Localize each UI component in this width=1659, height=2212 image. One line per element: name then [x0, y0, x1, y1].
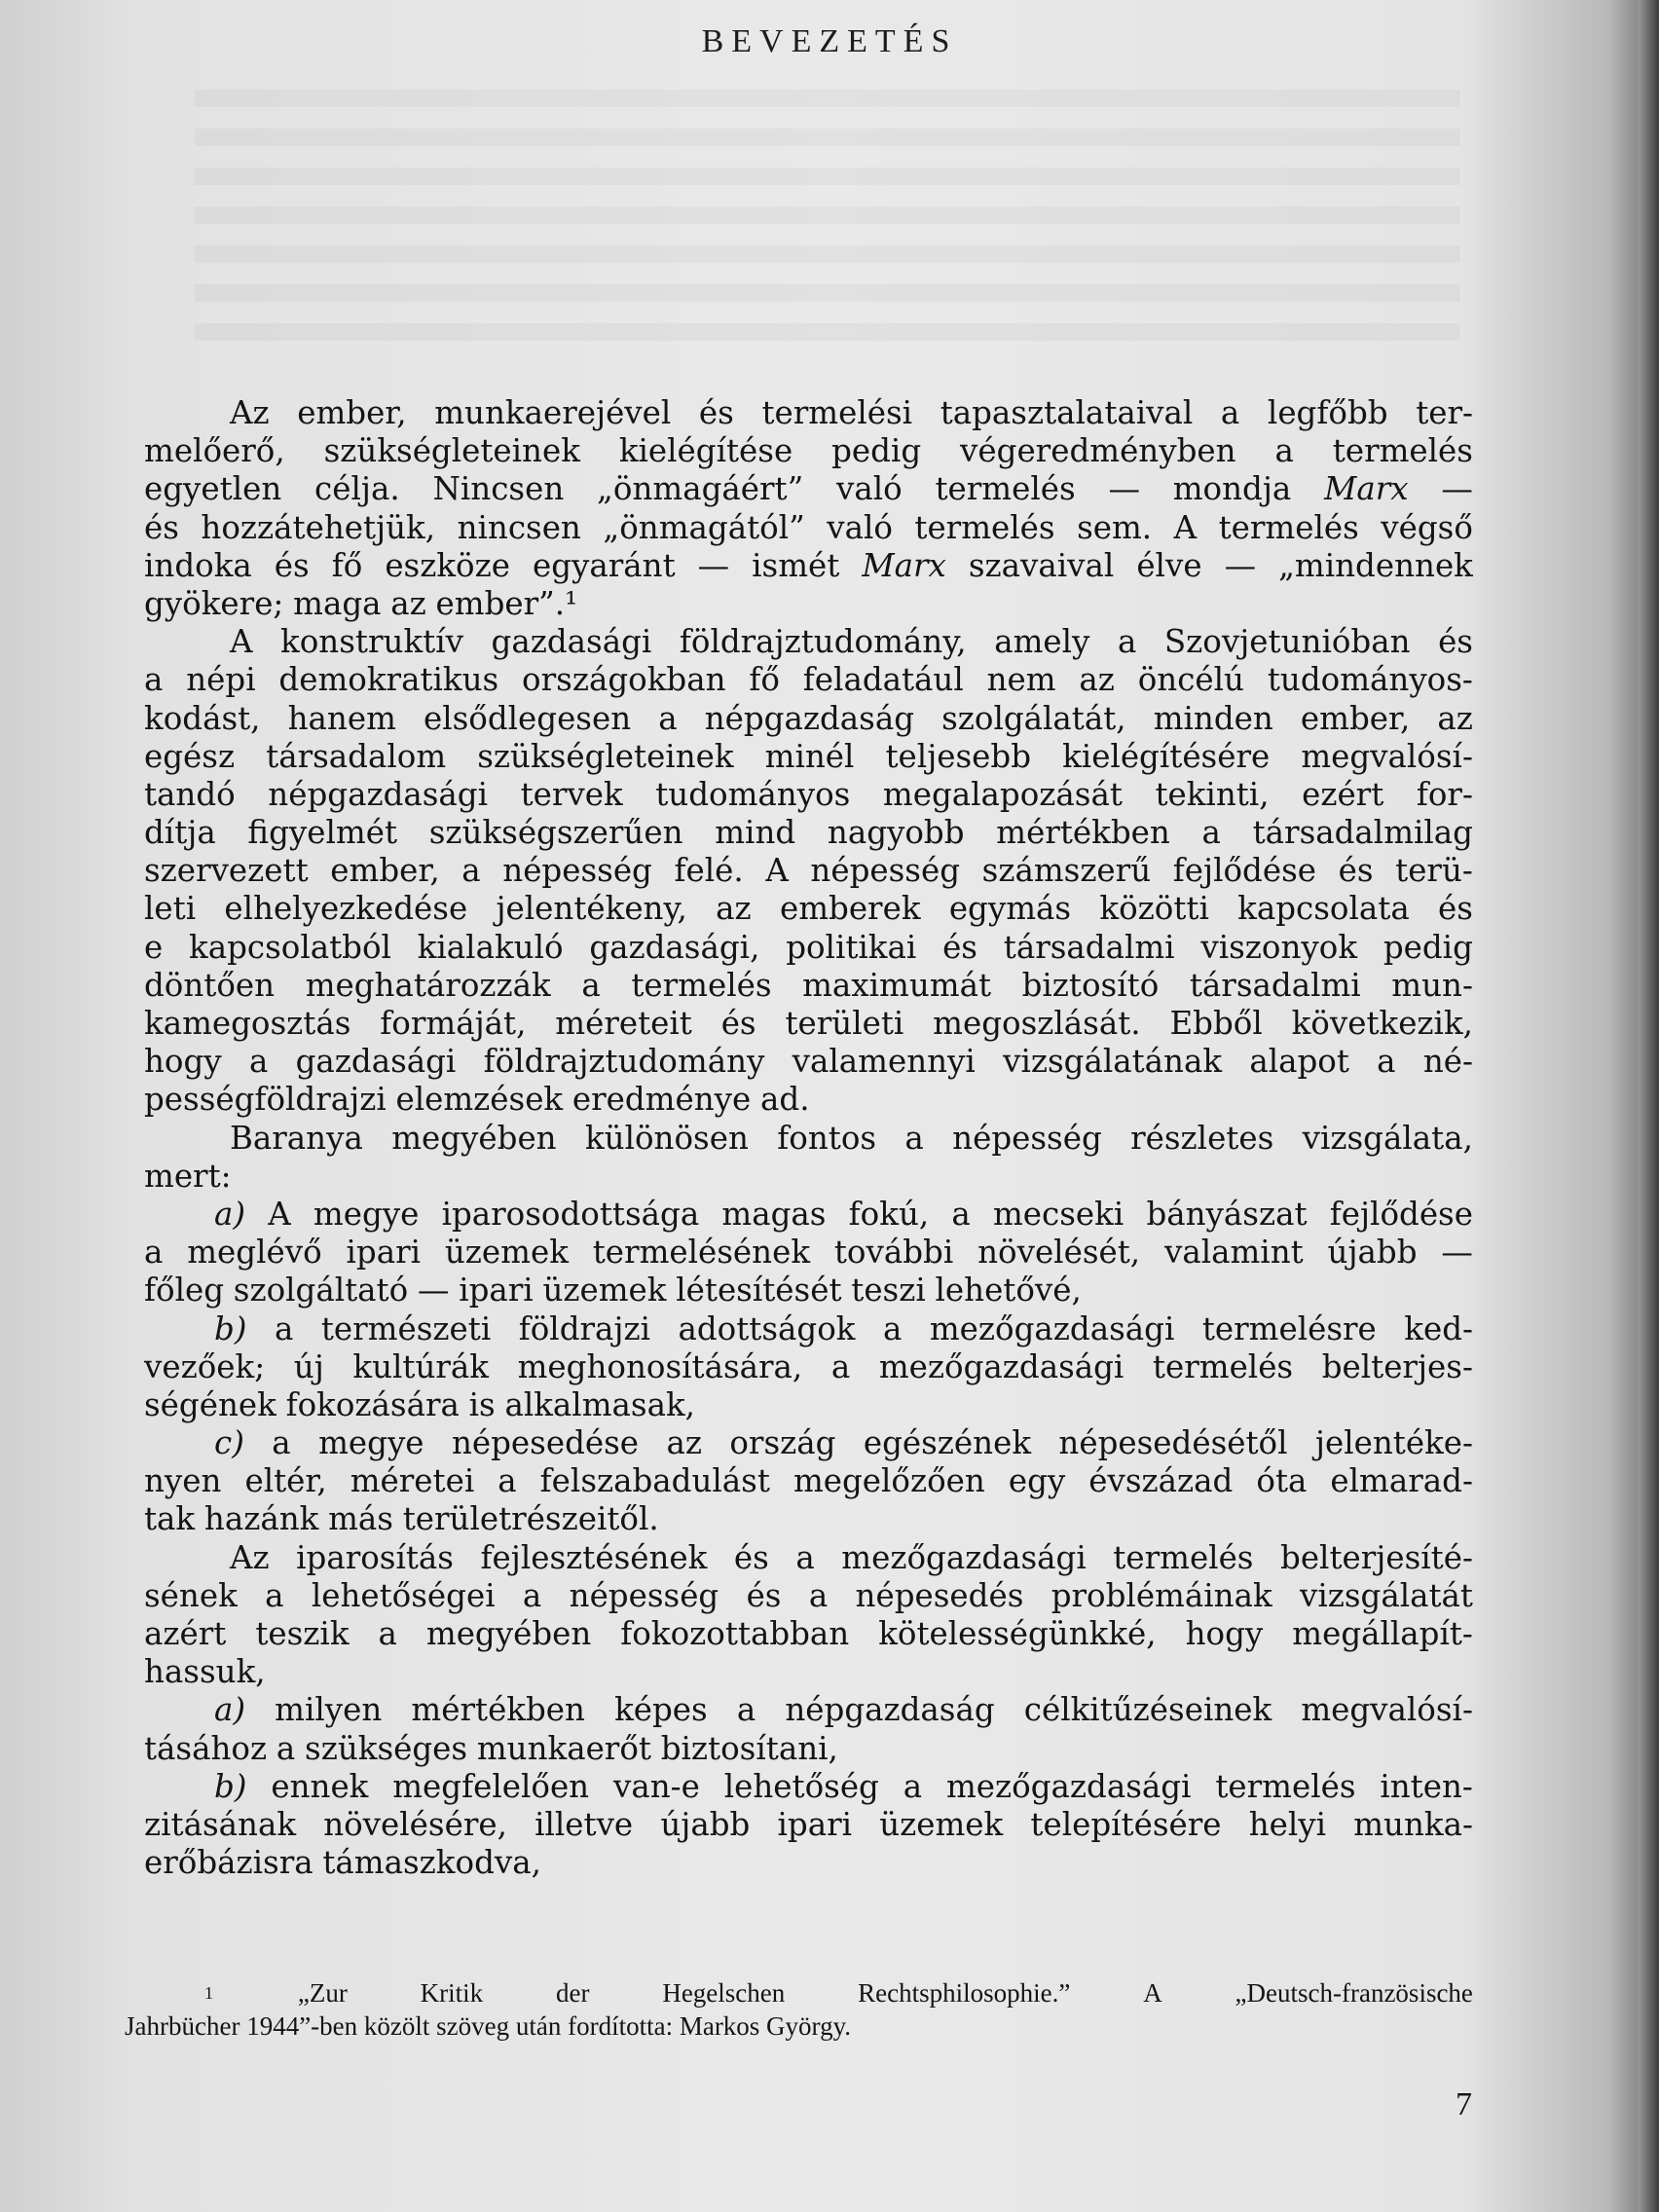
text-line: kamegosztás formáját, méreteit és területi megoszlását. Ebből következik,: [144, 1005, 1473, 1042]
text-line: pességföldrajzi elemzések eredménye ad.: [144, 1081, 810, 1119]
show-through-texture: [195, 68, 1460, 360]
list-label: b): [214, 1767, 247, 1805]
text-line: tak hazánk más területrészeitől.: [144, 1500, 659, 1538]
text-line: b) ennek megfelelően van-e lehetőség a mezőgazdasági termelés inten-: [214, 1767, 1473, 1805]
text-line: hassuk,: [144, 1653, 266, 1691]
text-line: leti elhelyezkedése jelentékeny, az emberek egymás közötti kapcsolata és: [144, 890, 1473, 928]
text-line: és hozzátehetjük, nincsen „önmagától” való termelés sem. A termelés végső: [144, 508, 1473, 546]
text-line: egész társadalom szükségleteinek minél teljesebb kielégítésére megvalósí-: [144, 737, 1473, 775]
text-line: tandó népgazdasági tervek tudományos megalapozását tekinti, ezért for-: [144, 775, 1473, 813]
text-line: zitásának növelésére, illetve újabb ipari üzemek telepítésére helyi munka-: [144, 1805, 1473, 1843]
text-line: indoka és fő eszköze egyaránt — ismét Marx szavaival élve — „mindennek: [144, 546, 1473, 584]
text-line: kodást, hanem elsődlegesen a népgazdaság szolgálatát, minden ember, az: [144, 699, 1473, 737]
text-line: ségének fokozására is alkalmasak,: [144, 1385, 695, 1423]
text-line: sének a lehetőségei a népesség és a népesedés problémáinak vizsgálatát: [144, 1576, 1473, 1614]
text-line: a meglévő ipari üzemek termelésének további növelését, valamint újabb —: [144, 1234, 1473, 1272]
text-line: dítja figyelmét szükségszerűen mind nagyobb mértékben a társadalmilag: [144, 814, 1473, 852]
page-edge-shadow: [1638, 0, 1659, 2212]
text-line: melőerő, szükségleteinek kielégítése pedig végeredményben a termelés: [144, 432, 1473, 470]
text-line: főleg szolgáltató — ipari üzemek létesítését teszi lehetővé,: [144, 1272, 1082, 1309]
text-line: azért teszik a megyében fokozottabban kötelességünkké, hogy megállapít-: [144, 1615, 1473, 1652]
text-line: Baranya megyében különösen fontos a népesség részletes vizsgálata,: [230, 1119, 1473, 1157]
footnote-line: 1 „Zur Kritik der Hegelschen Rechtsphilosophie.” A „Deutsch-französische: [204, 1978, 1473, 2008]
text-line: hogy a gazdasági földrajztudomány valamennyi vizsgálatának alapot a né-: [144, 1043, 1473, 1081]
text-line: A konstruktív gazdasági földrajztudomány, amely a Szovjetunióban és: [230, 623, 1473, 661]
footnote: [125, 1976, 1473, 2043]
list-label: b): [214, 1309, 247, 1347]
text-line: c) a megye népesedése az ország egészének népesedésétől jelentéke-: [214, 1424, 1473, 1462]
text-line: mert:: [144, 1157, 232, 1195]
body-text: [144, 394, 1473, 1882]
text-line: a) milyen mértékben képes a népgazdaság célkitűzéseinek megvalósí-: [214, 1691, 1473, 1729]
text-line: nyen eltér, méretei a felszabadulást megelőzően egy évszázad óta elmarad-: [144, 1462, 1473, 1500]
text-line: erőbázisra támaszkodva,: [144, 1844, 541, 1882]
page-number: 7: [1456, 2086, 1472, 2122]
text-line: döntően meghatározzák a termelés maximumát biztosító társadalmi mun-: [144, 966, 1473, 1004]
text-line: Az ember, munkaerejével és termelési tapasztalataival a legfőbb ter-: [230, 394, 1473, 431]
text-line: a népi demokratikus országokban fő feladatául nem az öncélú tudományos-: [144, 661, 1473, 699]
footnote-line: Jahrbücher 1944”-ben közölt szöveg után fordította: Markos György.: [125, 2011, 852, 2041]
text-line: szervezett ember, a népesség felé. A népesség számszerű fejlődése és terü-: [144, 852, 1473, 890]
text-line: tásához a szükséges munkaerőt biztosítani,: [144, 1729, 838, 1767]
list-label: a): [214, 1691, 246, 1729]
text-line: a) A megye iparosodottsága magas fokú, a mecseki bányászat fejlődése: [214, 1195, 1473, 1233]
text-line: Az iparosítás fejlesztésének és a mezőgazdasági termelés belterjesíté-: [230, 1538, 1473, 1576]
list-label: a): [214, 1195, 246, 1233]
list-label: c): [214, 1424, 244, 1462]
text-line: b) a természeti földrajzi adottságok a mezőgazdasági termelésre ked-: [214, 1309, 1473, 1347]
text-line: egyetlen célja. Nincsen „önmagáért” való termelés — mondja Marx —: [144, 470, 1473, 508]
footnote-marker: 1: [204, 1983, 213, 2003]
text-line: vezőek; új kultúrák meghonosítására, a mezőgazdasági termelés belterjes-: [144, 1347, 1473, 1385]
text-line: gyökere; maga az ember”.¹: [144, 584, 578, 622]
page-header: BEVEZETÉS: [701, 23, 958, 59]
text-line: e kapcsolatból kialakuló gazdasági, politikai és társadalmi viszonyok pedig: [144, 928, 1473, 966]
